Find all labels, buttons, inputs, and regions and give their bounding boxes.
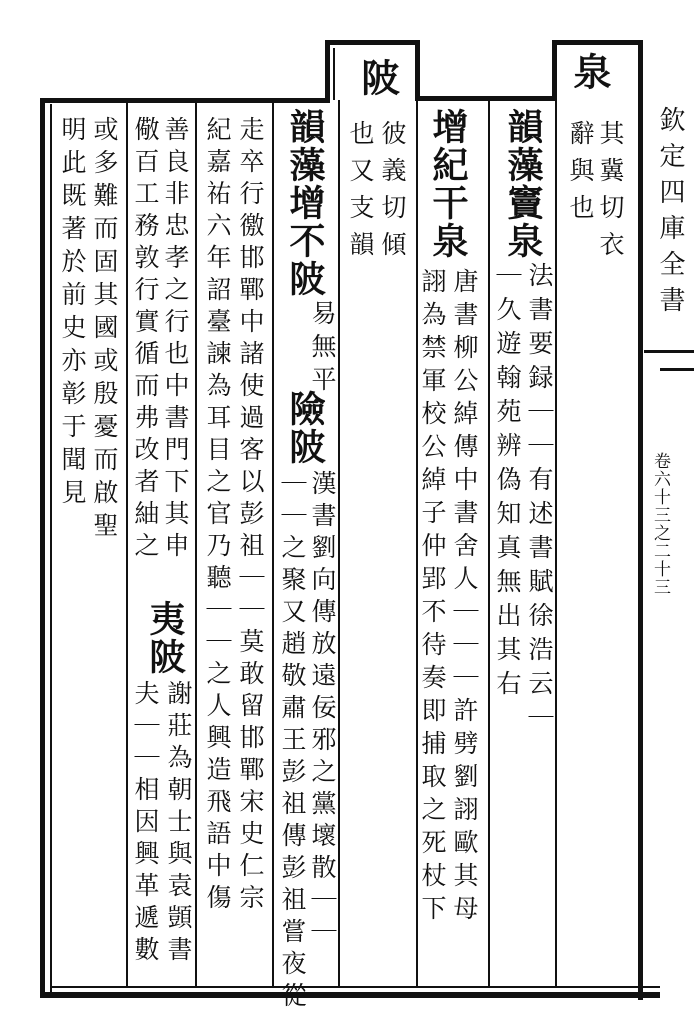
chapter-margin-note: 卷六十三之二十三 [650,452,670,596]
frame-step-3h [552,40,642,45]
column-text: 夫｜｜相因興革遞數 [131,680,160,968]
entry-heading-quan: 泉 [567,52,612,94]
fishtail-mark-2 [660,368,694,371]
divider [555,100,557,986]
divider [195,100,197,986]
frame-step-2h [415,96,555,101]
column-subheading: 險陂 [284,390,326,466]
library-title-fragment: 欽定四庫全書 [655,106,685,322]
entry-gloss-pi-1: 彼義切傾 [378,120,407,268]
column-text: 善良非忠孝之行也中書門下其申 [161,116,190,564]
entry-heading-pi: 陂 [355,58,400,100]
column-heading: 韻藻竇泉 [502,108,544,260]
divider [272,100,274,986]
column-text: 謝莊為朝士與袁顗書 [164,680,193,968]
frame-step-4v [638,40,643,1000]
entry-gloss-quan-1: 其冀切衣 [596,120,625,268]
column-text: 唐書柳公綽傳中書舍人｜｜｜許劈劉詡歐其母 [450,268,479,928]
column-text: 紀嘉祐六年詔臺諫為耳目之官乃聽｜｜之人興造飛語中傷 [203,116,232,916]
frame-inner-top [333,48,335,100]
column-text: 詡為禁軍校公綽子仲郢不待奏即捕取之死杖下 [418,268,447,928]
frame-step-1v [325,40,330,102]
column-heading: 增紀干泉 [427,108,469,260]
frame-step-1h [325,40,420,45]
column-text: 儆百工務敦行實循而弗改者紬之 [131,116,160,564]
frame-step-2v [415,40,420,100]
divider [338,100,340,986]
frame-left [40,98,45,998]
column-heading: 韻藻增不陂 [284,108,326,298]
fishtail-mark [644,350,694,353]
frame-bottom [40,992,660,998]
column-subheading: 夷陂 [144,600,186,676]
column-text: ｜久遊翰苑辨偽知真無出其右 [493,262,522,704]
divider [126,100,128,986]
frame-top-left [40,98,330,103]
column-text: 明此既著於前史亦彰于聞見 [58,116,87,512]
column-text: ｜｜之聚又趙敬肅王彭祖傳彭祖嘗夜從 [278,470,307,1014]
column-text: 易無平 [308,300,337,399]
entry-gloss-quan-2: 辭與也 [566,120,595,231]
column-text: 漢書劉向傳放遠佞邪之黨壞散｜｜ [308,470,337,950]
entry-gloss-pi-2: 也又支韻 [346,120,375,268]
divider [488,100,490,986]
column-text: 走卒行徼邯鄲中諸使過客以彭祖｜｜莫敢留邯鄲宋史仁宗 [236,116,265,916]
column-text: 法書要録｜｜有述書賦徐浩云｜ [525,262,554,738]
frame-left-inner [50,104,52,992]
frame-bottom-inner [50,986,660,988]
frame-step-3v [552,40,557,100]
column-text: 或多難而固其國或殷憂而啟聖 [90,116,119,545]
